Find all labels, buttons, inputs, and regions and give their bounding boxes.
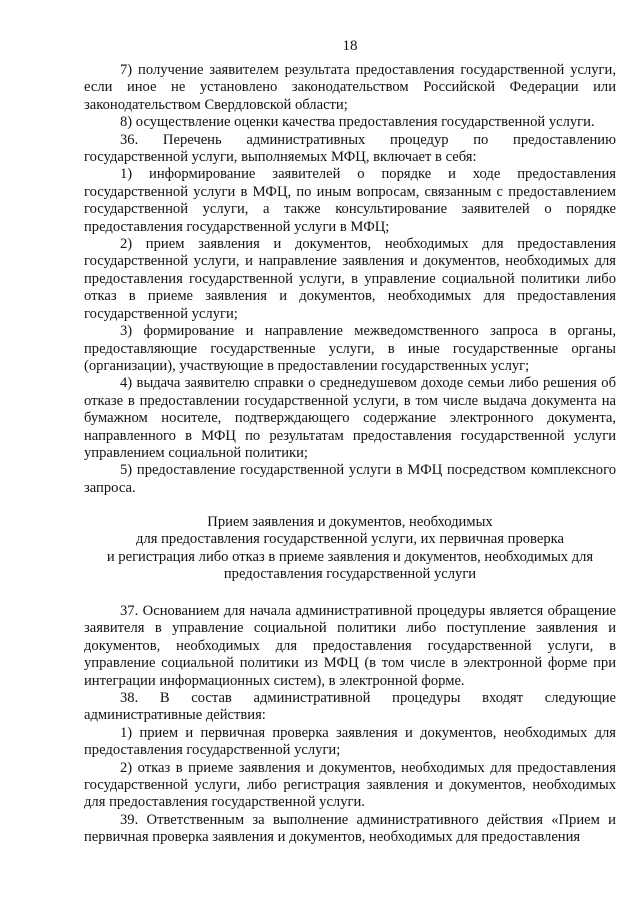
paragraph-38-item-2: 2) отказ в приеме заявления и документов, необходимых для предоставления государственной услуги, либо регистрация заявления и документов, необходимых для предоставления государственной услуги. xyxy=(84,759,616,811)
paragraph-36-item-4: 4) выдача заявителю справки о среднедушевом доходе семьи либо решения об отказе в предоставлении государственной услуги, в том числе выдача документа на бумажном носителе, подтверждающего содержание электронного документа, направленного в МФЦ по результатам предоставления государственной услуги управлением социальной политики; xyxy=(84,375,616,461)
paragraph-36-item-2: 2) прием заявления и документов, необходимых для предоставления государственной услуги, и направление заявления и документов, необходимых для предоставления государственной услуги, в управление социальной политики либо отказ в приеме заявления и документов, необходимых для предоставления государственной услуги; xyxy=(84,236,616,322)
section-heading xyxy=(84,514,616,584)
section-heading-line-4: предоставления государственной услуги xyxy=(223,566,477,583)
paragraph-38-item-1: 1) прием и первичная проверка заявления и документов, необходимых для предоставления государственной услуги; xyxy=(84,724,616,759)
paragraph-36-item-5: 5) предоставление государственной услуги в МФЦ посредством комплексного запроса. xyxy=(84,462,616,496)
page-number: 18 xyxy=(342,38,358,54)
paragraph-clause-36: 36. Перечень административных процедур по предоставлению государственной услуги, выполняемых МФЦ, включает в себя: xyxy=(84,131,616,166)
paragraph-item-7: 7) получение заявителем результата предоставления государственной услуги, если иное не установлено законодательством Российской Федерации или законодательством Свердловской области; xyxy=(84,62,616,113)
paragraph-clause-39: 39. Ответственным за выполнение административного действия «Прием и первичная проверка заявления и документов, необходимых для предоставления xyxy=(84,811,616,846)
body-text-top xyxy=(84,62,616,497)
body-text-bottom xyxy=(84,603,616,847)
paragraph-36-item-3: 3) формирование и направление межведомственного запроса в органы, предоставляющие государственные услуги, в иные государственные органы (организации), участвующие в предоставлении государственных услуг; xyxy=(84,323,616,374)
section-heading-line-3: и регистрация либо отказ в приеме заявления и документов, необходимых для xyxy=(106,548,594,565)
paragraph-36-item-1: 1) информирование заявителей о порядке и ходе предоставления государственной услуги в МФЦ, по иным вопросам, связанным с предоставлением государственной услуги, а также консультирование заявителей о порядке предоставления государственной услуги в МФЦ; xyxy=(84,166,616,235)
paragraph-clause-38: 38. В состав административной процедуры входят следующие административные действия: xyxy=(84,690,616,724)
section-heading-line-2: для предоставления государственной услуги, их первичная проверка xyxy=(136,531,564,548)
section-heading-line-1: Прием заявления и документов, необходимых xyxy=(207,514,493,530)
paragraph-item-8: 8) осуществление оценки качества предоставления государственной услуги. xyxy=(120,114,595,131)
paragraph-clause-37: 37. Основанием для начала административной процедуры является обращение заявителя в управление социальной политики либо поступление заявления и документов, необходимых для предоставления государственной услуги, в управление социальной политики из МФЦ (в том числе в электронной форме при интеграции информационных систем), в электронной форме. xyxy=(84,603,616,689)
